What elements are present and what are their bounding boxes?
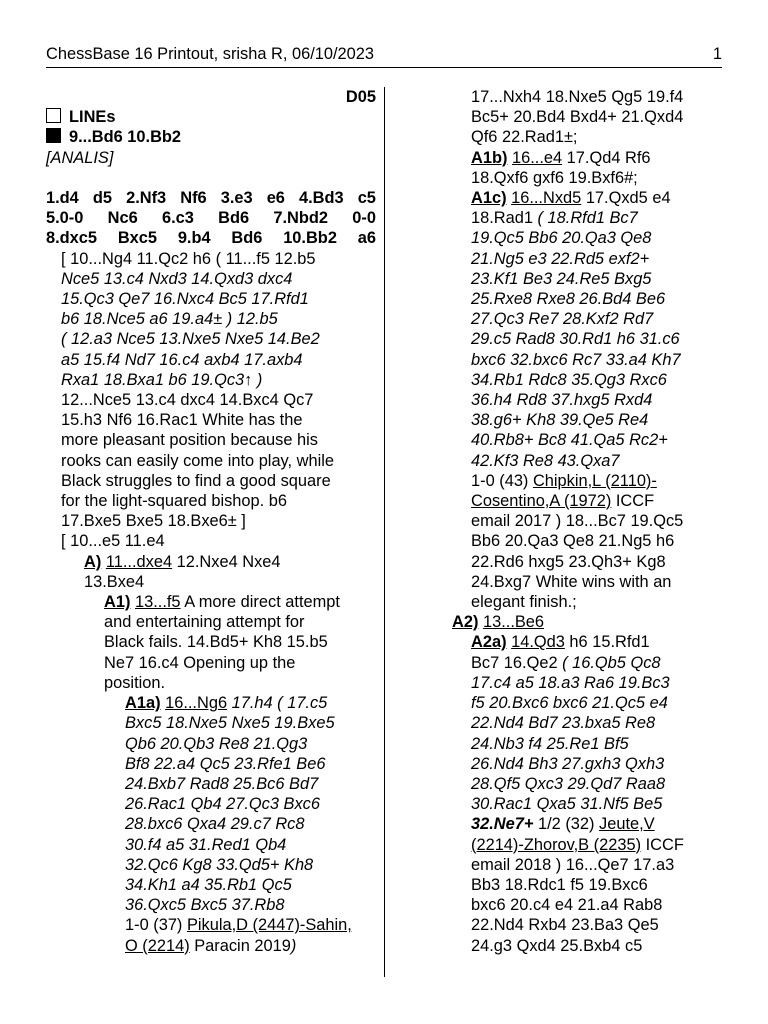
text-line: 22.Nd4 Bd7 23.bxa5 Re8	[471, 714, 656, 733]
text-line: Qf6 22.Rad1±;	[471, 128, 578, 147]
text-line: 12...Nce5 13.c4 dxc4 14.Bxc4 Qc7	[61, 391, 314, 410]
text-line: 17...Nxh4 18.Nxe5 Qg5 19.f4	[471, 88, 684, 106]
variation-a2a-text	[452, 673, 730, 814]
text-line: [ 10...Ng4 11.Qc2 h6 ( 11...f5 12.b5	[61, 249, 316, 268]
variation-a1b: A1b) 16...e4 17.Qd4 Rf6	[471, 148, 651, 167]
text-line: 29.c5 Rad8 30.Rd1 h6 31.c6	[471, 330, 680, 349]
text-line: elegant finish.;	[471, 593, 577, 612]
text-line: email 2018 ) 16...Qe7 17.a3	[471, 855, 675, 874]
text-line: a5 15.f4 Nd7 16.c4 axb4 17.axb4	[61, 350, 303, 369]
text-line: 27.Qc3 Re7 28.Kxf2 Rd7	[471, 310, 654, 329]
eco-code: D05	[345, 88, 376, 106]
header-rule	[46, 67, 722, 68]
printout-header: ChessBase 16 Printout, srisha R, 06/10/2023	[46, 45, 375, 63]
text-line: Bxc5 18.Nxe5 Nxe5 19.Bxe5	[125, 714, 335, 733]
text-line: more pleasant position because his	[61, 431, 318, 450]
text-line: 40.Rb8+ Bc8 41.Qa5 Rc2+	[471, 431, 668, 450]
variation-a1c-text	[452, 228, 730, 470]
text-line: 34.Kh1 a4 35.Rb1 Qc5	[125, 875, 292, 894]
text-line: 36.Qxc5 Bxc5 37.Rb8	[125, 896, 285, 915]
text-line: 23.Kf1 Be3 24.Re5 Bxg5	[471, 269, 652, 288]
text-line: 22.Nd4 Rxb4 23.Ba3 Qe5	[471, 916, 659, 935]
game-reference-chipkin-2: Cosentino,A (1972) ICCF	[471, 492, 655, 511]
text-line: [ 10...e5 11.e4	[61, 532, 165, 551]
text-line: rooks can easily come into play, while	[61, 451, 334, 470]
spacer	[46, 168, 376, 188]
text-line: 5.0-0 Nc6 6.c3 Bd6 7.Nbd2 0-0	[46, 209, 376, 228]
text-line: 30.Rac1 Qxa5 31.Nf5 Be5	[471, 795, 663, 814]
text-line: 15.h3 Nf6 16.Rac1 White has the	[61, 411, 303, 430]
text-line: Ne7 16.c4 Opening up the	[104, 653, 296, 672]
left-column	[46, 87, 376, 956]
variation-a1c: A1c) 16...Nxd5 17.Qxd5 e4	[471, 189, 671, 208]
text-line: position.	[104, 673, 166, 692]
text-line: 22.Rd6 hxg5 23.Qh3+ Kg8	[471, 552, 666, 571]
text-line: 8.dxc5 Bxc5 9.b4 Bd6 10.Bb2 a6	[46, 229, 376, 248]
text-line: bxc6 20.c4 e4 21.a4 Rab8	[471, 896, 663, 915]
text-line: 24.Bxb7 Rad8 25.Bc6 Bd7	[125, 774, 319, 793]
variation-a1c-after	[452, 511, 730, 612]
text-line: 28.Qf5 Qxc3 29.Qd7 Raa8	[471, 774, 666, 793]
tree-item-variation: 9...Bd6 10.Bb2	[46, 127, 376, 147]
text-line: Rxa1 18.Bxa1 b6 19.Qc3↑ )	[61, 370, 263, 389]
variation-a1a: A1a) 16...Ng6 17.h4 ( 17.c5	[125, 694, 328, 713]
text-line: 24.Nb3 f4 25.Re1 Bf5	[471, 734, 629, 753]
text-line: Bc5+ 20.Bd4 Bxd4+ 21.Qxd4	[471, 108, 684, 127]
text-line: 32.Qc6 Kg8 33.Qd5+ Kh8	[125, 855, 314, 874]
variation-a1a-text	[46, 713, 376, 915]
game-reference-pikula-2: O (2214) Paracin 2019)	[125, 936, 297, 955]
text-line: email 2017 ) 18...Bc7 19.Qc5	[471, 512, 684, 531]
game-reference-jeute-2: (2214)-Zhorov,B (2235) ICCF	[471, 835, 684, 854]
text-line: 26.Rac1 Qb4 27.Qc3 Bxc6	[125, 795, 320, 814]
right-column	[452, 87, 730, 956]
text-line: 17.c4 a5 18.a3 Ra6 19.Bc3	[471, 673, 670, 692]
variation-a1b-line2: 18.Qxf6 gxf6 19.Bxf6#;	[471, 168, 638, 187]
text-line: 17.Bxe5 Bxe5 18.Bxe6± ]	[61, 512, 246, 531]
text-line: Bf8 22.a4 Qc5 23.Rfe1 Be6	[125, 754, 326, 773]
text-line: 24.Bxg7 White wins with an	[471, 572, 672, 591]
text-line: Black struggles to find a good square	[61, 471, 331, 490]
empty-square-icon	[46, 108, 61, 123]
text-line: 42.Kf3 Re8 43.Qxa7	[471, 451, 620, 470]
variation-a2: A2) 13...Be6	[452, 613, 545, 632]
continuation-block	[452, 87, 730, 148]
text-line: 26.Nd4 Bh3 27.gxh3 Qxh3	[471, 754, 665, 773]
variation-a2a-line2: Bc7 16.Qe2 ( 16.Qb5 Qc8	[471, 653, 661, 672]
text-line: f5 20.Bxc6 bxc6 21.Qc5 e4	[471, 694, 668, 713]
variation-a-line2: 13.Bxe4	[84, 572, 145, 591]
text-line: ( 12.a3 Nce5 13.Nxe5 Nxe5 14.Be2	[61, 330, 320, 349]
annotation-tag: [ANALIS]	[46, 148, 114, 167]
game-reference-jeute: 32.Ne7+ 1/2 (32) Jeute,V	[471, 815, 655, 834]
variation-a1-text	[46, 612, 376, 693]
variation-a: A) 11...dxe4 12.Nxe4 Nxe4	[84, 552, 281, 571]
text-line: 28.bxc6 Qxa4 29.c7 Rc8	[125, 815, 305, 834]
text-line: 21.Ng5 e3 22.Rd5 exf2+	[471, 249, 650, 268]
text-line: 30.f4 a5 31.Red1 Qb4	[125, 835, 287, 854]
text-line: 1.d4 d5 2.Nf3 Nf6 3.e3 e6 4.Bd3 c5	[46, 189, 376, 208]
text-line: Nce5 13.c4 Nxd3 14.Qxd3 dxc4	[61, 269, 293, 288]
text-line: Bb6 20.Qa3 Qe8 21.Ng5 h6	[471, 532, 675, 551]
text-line: b6 18.Nce5 a6 19.a4± ) 12.b5	[61, 310, 278, 329]
main-line-block	[46, 188, 376, 552]
text-line: bxc6 32.bxc6 Rc7 33.a4 Kh7	[471, 350, 681, 369]
text-line: and entertaining attempt for	[104, 613, 305, 632]
variation-a1c-line2: 18.Rad1 ( 18.Rfd1 Bc7	[471, 209, 638, 228]
text-line: 15.Qc3 Qe7 16.Nxc4 Bc5 17.Rfd1	[61, 290, 309, 309]
variation-a2a: A2a) 14.Qd3 h6 15.Rfd1	[471, 633, 650, 652]
text-line: for the light-squared bishop. b6	[61, 492, 287, 511]
text-line: 24.g3 Qxd4 25.Bxb4 c5	[471, 936, 643, 955]
column-divider	[384, 87, 385, 977]
filled-square-icon	[46, 128, 61, 143]
text-line: 34.Rb1 Rdc8 35.Qg3 Rxc6	[471, 370, 667, 389]
text-line: 25.Rxe8 Rxe8 26.Bd4 Be6	[471, 290, 666, 309]
text-line: 19.Qc5 Bb6 20.Qa3 Qe8	[471, 229, 652, 248]
page-number: 1	[712, 45, 722, 63]
variation-a1: A1) 13...f5 A more direct attempt	[104, 593, 340, 612]
text-line: Qb6 20.Qb3 Re8 21.Qg3	[125, 734, 308, 753]
tree-item-lines: LINEs	[46, 107, 376, 127]
text-line: 38.g6+ Kh8 39.Qe5 Re4	[471, 411, 649, 430]
variation-a2a-after	[452, 855, 730, 956]
text-line: Bb3 18.Rdc1 f5 19.Bxc6	[471, 875, 648, 894]
text-line: 36.h4 Rd8 37.hxg5 Rxd4	[471, 391, 653, 410]
game-reference-pikula: 1-0 (37) Pikula,D (2447)-Sahin,	[125, 916, 352, 935]
game-reference-chipkin: 1-0 (43) Chipkin,L (2110)-	[471, 471, 657, 490]
text-line: Black fails. 14.Bd5+ Kh8 15.b5	[104, 633, 328, 652]
